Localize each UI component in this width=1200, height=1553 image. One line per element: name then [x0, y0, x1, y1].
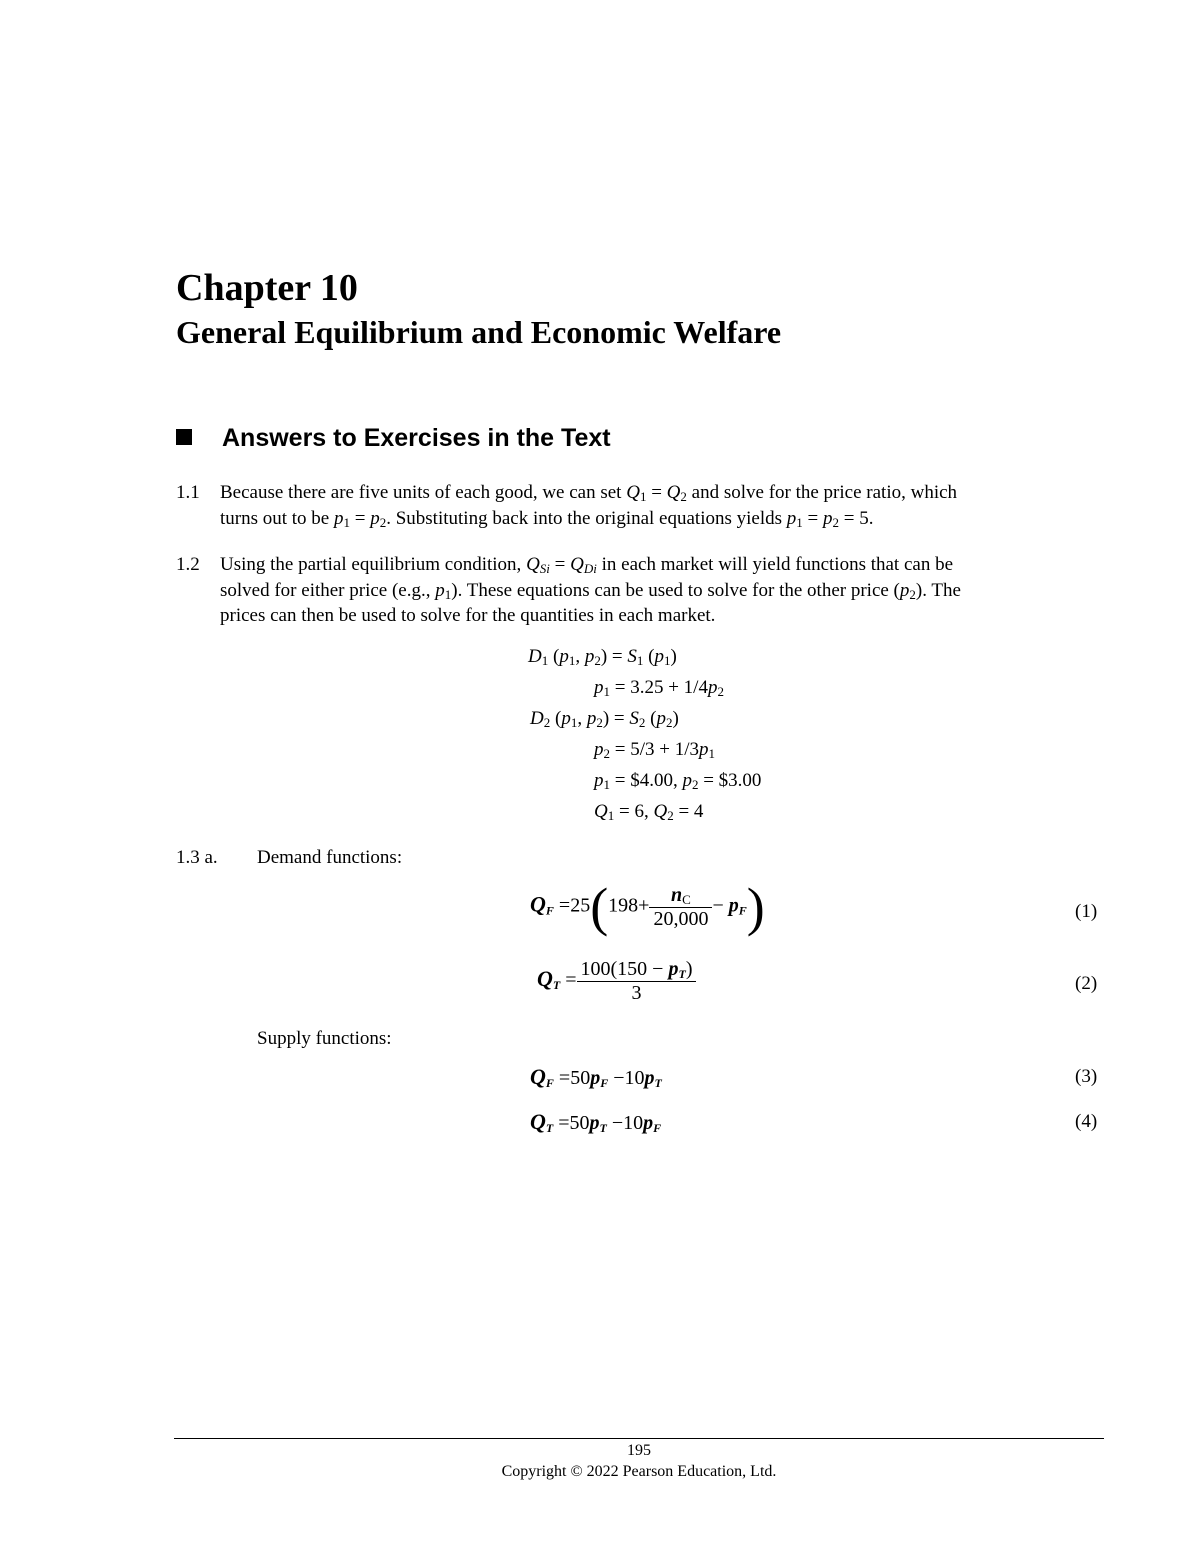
equation: $p_1 = 3.25 + 1/4p_2$ — [594, 677, 724, 699]
page-number: 195 — [627, 1442, 651, 1459]
demand-functions-label: Demand functions: — [257, 847, 403, 868]
equation-4: $Q_T =50p_T -10p_F$ — [530, 1109, 662, 1135]
paragraph-line: turns out to be $p_1 = p_2$. Substituting back into the original equations yields $p_1 = p_2 = 5$. — [220, 508, 874, 530]
chapter-title: Chapter 10 — [176, 267, 358, 309]
section-heading — [176, 424, 611, 453]
equation: $D_1$ ($p_1$, $p_2) = S_1$ $(p_1)$ — [528, 646, 677, 668]
equation: $Q_1 = 6$, $Q_2 = 4$ — [594, 801, 704, 823]
paragraph-line: prices can then be used to solve for the quantities in each market. — [220, 605, 716, 626]
equation: $p_2 = 5/3 + 1/3p_1$ — [594, 739, 715, 761]
supply-functions-label: Supply functions: — [257, 1028, 392, 1049]
equation-number: (2) — [1075, 973, 1098, 994]
equation: $D_2$ ($p_1$, $p_2) = S_2$ $(p_2)$ — [530, 708, 679, 730]
equation-2: $Q_T$ = $\frac{100(150 - p_T)}{3}$ — [537, 958, 696, 1005]
paragraph-line: Because there are five units of each good, we can set $Q_1 = Q_2$ and solve for the price ratio, which — [220, 482, 958, 504]
item-number: 1.3 a. — [176, 847, 218, 868]
footer-rule — [174, 1438, 1104, 1439]
equation-number: (4) — [1075, 1111, 1098, 1132]
square-bullet-icon — [176, 429, 192, 445]
chapter-subtitle: General Equilibrium and Economic Welfare — [176, 314, 782, 350]
item-number: 1.1 — [176, 482, 200, 503]
paragraph-line: solved for either price (e.g., $p_1$). These equations can be used to solve for the other price $(p_2)$. The — [220, 580, 961, 602]
equation-number: (1) — [1075, 901, 1098, 922]
paragraph-line: Using the partial equilibrium condition, $Q_{Si} = Q_{Di}$ in each market will yield functions that can be — [220, 554, 954, 576]
equation-1: $Q_F =25(198+$ $\frac{n_C}{20,000}$ − $p_F$) — [530, 877, 765, 937]
equation: $p_1$ = $4.00, $p_2$ = $3.00 — [594, 770, 762, 792]
copyright-notice: Copyright © 2022 Pearson Education, Ltd. — [501, 1463, 777, 1480]
item-number: 1.2 — [176, 554, 200, 575]
equation-3: $Q_F =50p_F -10p_T$ — [530, 1064, 662, 1090]
equation-number: (3) — [1075, 1066, 1098, 1087]
section-heading-text: Answers to Exercises in the Text — [222, 424, 611, 452]
